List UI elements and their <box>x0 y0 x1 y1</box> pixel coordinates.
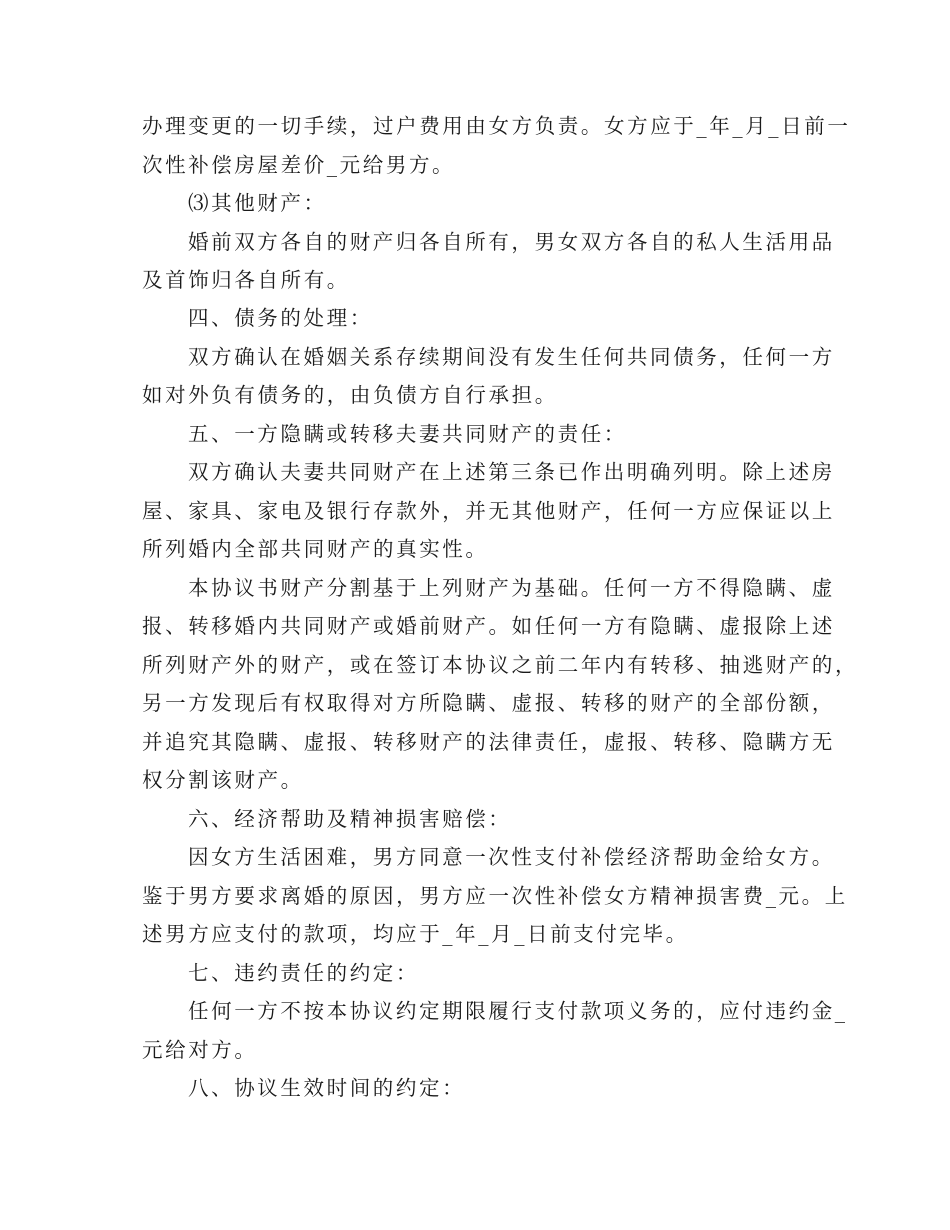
section-heading: 五、一方隐瞒或转移夫妻共同财产的责任： <box>188 422 627 446</box>
text-line: 因女方生活困难，男方同意一次性支付补偿经济帮助金给女方。 <box>188 845 835 869</box>
text-line: 述男方应支付的款项，均应于_年_月_日前支付完毕。 <box>142 922 689 946</box>
text-line: 并追究其隐瞒、虚报、转移财产的法律责任，虚报、转移、隐瞒方无 <box>142 730 835 754</box>
text-line: 如对外负有债务的，由负债方自行承担。 <box>142 383 558 407</box>
text-line: 任何一方不按本协议约定期限履行支付款项义务的，应付违约金_ <box>188 999 848 1023</box>
text-line: 另一方发现后有权取得对方所隐瞒、虚报、转移的财产的全部份额， <box>142 691 835 715</box>
section-heading: 七、违约责任的约定： <box>188 961 419 985</box>
text-line: 屋、家具、家电及银行存款外，并无其他财产，任何一方应保证以上 <box>142 499 835 523</box>
text-line: 本协议书财产分割基于上列财产为基础。任何一方不得隐瞒、虚 <box>188 576 835 600</box>
text-line: 次性补偿房屋差价_元给男方。 <box>142 153 456 177</box>
text-line: 及首饰归各自所有。 <box>142 268 350 292</box>
section-heading: 六、经济帮助及精神损害赔偿： <box>188 807 512 831</box>
text-line: 权分割该财产。 <box>142 768 304 792</box>
section-heading: 四、债务的处理： <box>188 306 373 330</box>
text-line: 双方确认在婚姻关系存续期间没有发生任何共同债务，任何一方 <box>188 345 835 369</box>
section-heading: 八、协议生效时间的约定： <box>188 1076 466 1100</box>
text-line: 所列婚内全部共同财产的真实性。 <box>142 537 489 561</box>
text-line: 报、转移婚内共同财产或婚前财产。如任何一方有隐瞒、虚报除上述 <box>142 614 835 638</box>
text-line: 双方确认夫妻共同财产在上述第三条已作出明确列明。除上述房 <box>188 460 835 484</box>
text-line: 鉴于男方要求离婚的原因，男方应一次性补偿女方精神损害费_元。上 <box>142 884 848 908</box>
text-line: 元给对方。 <box>142 1038 258 1062</box>
text-line: 婚前双方各自的财产归各自所有，男女双方各自的私人生活用品 <box>188 230 835 254</box>
text-line: 所列财产外的财产，或在签订本协议之前二年内有转移、抽逃财产的， <box>142 653 859 677</box>
text-line: 办理变更的一切手续，过户费用由女方负责。女方应于_年_月_日前一 <box>142 114 851 138</box>
section-heading: ⑶其他财产： <box>188 191 327 215</box>
